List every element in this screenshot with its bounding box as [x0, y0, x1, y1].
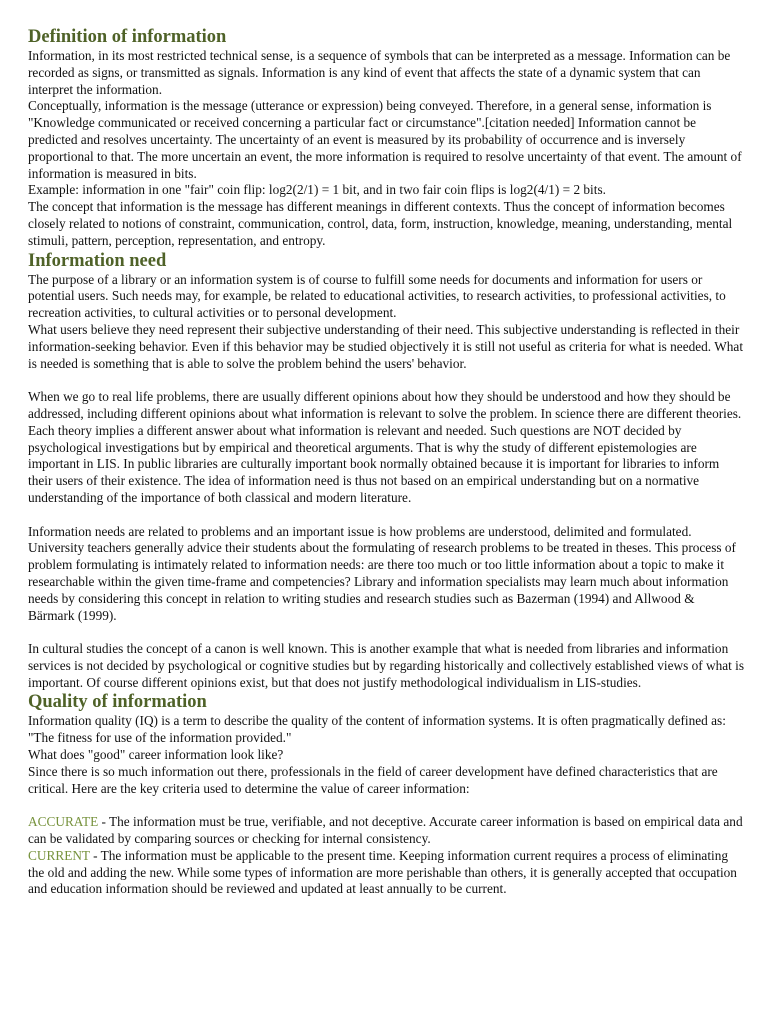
- keyword-accurate: ACCURATE: [28, 814, 99, 830]
- paragraph: What does "good" career information look like?: [28, 747, 284, 763]
- criterion-text: - The information must be true, verifiable, and not deceptive. Accurate career information is based on empirical data and can be validated by comparing sources or checking for internal consistency.: [28, 814, 743, 847]
- criterion-text: - The information must be applicable to the present time. Keeping information current requires a process of eliminating the old and adding the new. While some types of information are more perishable than others, it is generally accepted that occupation and education information should be reviewed and updated at least annually to be current.: [28, 847, 737, 897]
- blank-line: [28, 797, 744, 814]
- blank-line: [28, 624, 744, 641]
- heading-information-need: Information need: [28, 250, 167, 271]
- heading-quality: Quality of information: [28, 692, 207, 713]
- criterion-current: [28, 848, 744, 898]
- blank-line: [28, 372, 744, 389]
- paragraph: When we go to real life problems, there are usually different opinions about how they should be understood and how they should be addressed, including different opinions about what information is relevant to solve the problem. In science there are different theories. Each theory implies a different answer about what information is relevant and needed. Such questions are NOT decided by psychological investigations but by empirical and theoretical arguments. That is why the study of different epistemologies are important in LIS. In public libraries are culturally important book normally obtained because it is important for libraries to inform their users of their existence. The idea of information need is thus not based on an empirical understanding but on a normative understanding of the importance of both classical and modern literature.: [28, 389, 742, 505]
- blank-line: [28, 507, 744, 524]
- paragraph: Since there is so much information out there, professionals in the field of career development have defined characteristics that are critical. Here are the key criteria used to determine the value of career information:: [28, 763, 718, 796]
- paragraph: The purpose of a library or an information system is of course to fulfill some needs for documents and information for users or potential users. Such needs may, for example, be related to educational activities, to research activities, to professional activities, to recreation activities, to cultural activities or to personal development.: [28, 271, 726, 321]
- criterion-accurate: [28, 814, 744, 848]
- paragraph: Information, in its most restricted technical sense, is a sequence of symbols that can be interpreted as a message. Information can be recorded as signs, or transmitted as signals. Information is any kind of event that affects the state of a dynamic system that can interpret the information.: [28, 48, 731, 97]
- heading-definition: Definition of information: [28, 27, 227, 47]
- keyword-current: CURRENT: [28, 847, 90, 863]
- document-page: [28, 26, 744, 898]
- paragraph: What users believe they need represent their subjective understanding of their need. This subjective understanding is reflected in their information-seeking behavior. Even if this behavior may be studied objectively it is still not useful as criteria for what is needed. What is needed is something that is able to solve the problem behind the users' behavior.: [28, 321, 744, 371]
- paragraph: The concept that information is the message has different meanings in different contexts. Thus the concept of information becomes closely related to notions of constraint, communication, control, data, form, instruction, knowledge, meaning, understanding, mental stimuli, pattern, perception, representation, and entropy.: [28, 199, 733, 248]
- paragraph: Information needs are related to problems and an important issue is how problems are understood, delimited and formulated. University teachers generally advice their students about the formulating of research problems to be treated in theses. This process of problem formulating is intimately related to information needs: are there too much or too little information about a topic to make it researchable within the given time-frame and competencies? Library and information specialists may learn much about information needs by considering this concept in relation to writing studies and research studies such as Bazerman (1994) and Allwood & Bärmark (1999).: [28, 523, 736, 623]
- paragraph: Information quality (IQ) is a term to describe the quality of the content of information systems. It is often pragmatically defined as: "The fitness for use of the information provided.": [28, 713, 726, 746]
- paragraph: In cultural studies the concept of a canon is well known. This is another example that what is needed from libraries and information services is not decided by psychological or cognitive studies but by regarding historically and collectively established views of what is important. Of course different opinions exist, but that does not justify methodological individualism in LIS-studies.: [28, 641, 745, 690]
- paragraph: Example: information in one "fair" coin flip: log2(2/1) = 1 bit, and in two fair coin flips is log2(4/1) = 2 bits.: [28, 182, 606, 198]
- paragraph: Conceptually, information is the message (utterance or expression) being conveyed. Therefore, in a general sense, information is "Knowledge communicated or received concerning a particular fact or circumstance".[citation needed] Information cannot be predicted and resolves uncertainty. The uncertainty of an event is measured by its probability of occurrence and is inversely proportional to that. The more uncertain an event, the more information is required to resolve uncertainty of that event. The amount of information is measured in bits.: [28, 98, 742, 181]
